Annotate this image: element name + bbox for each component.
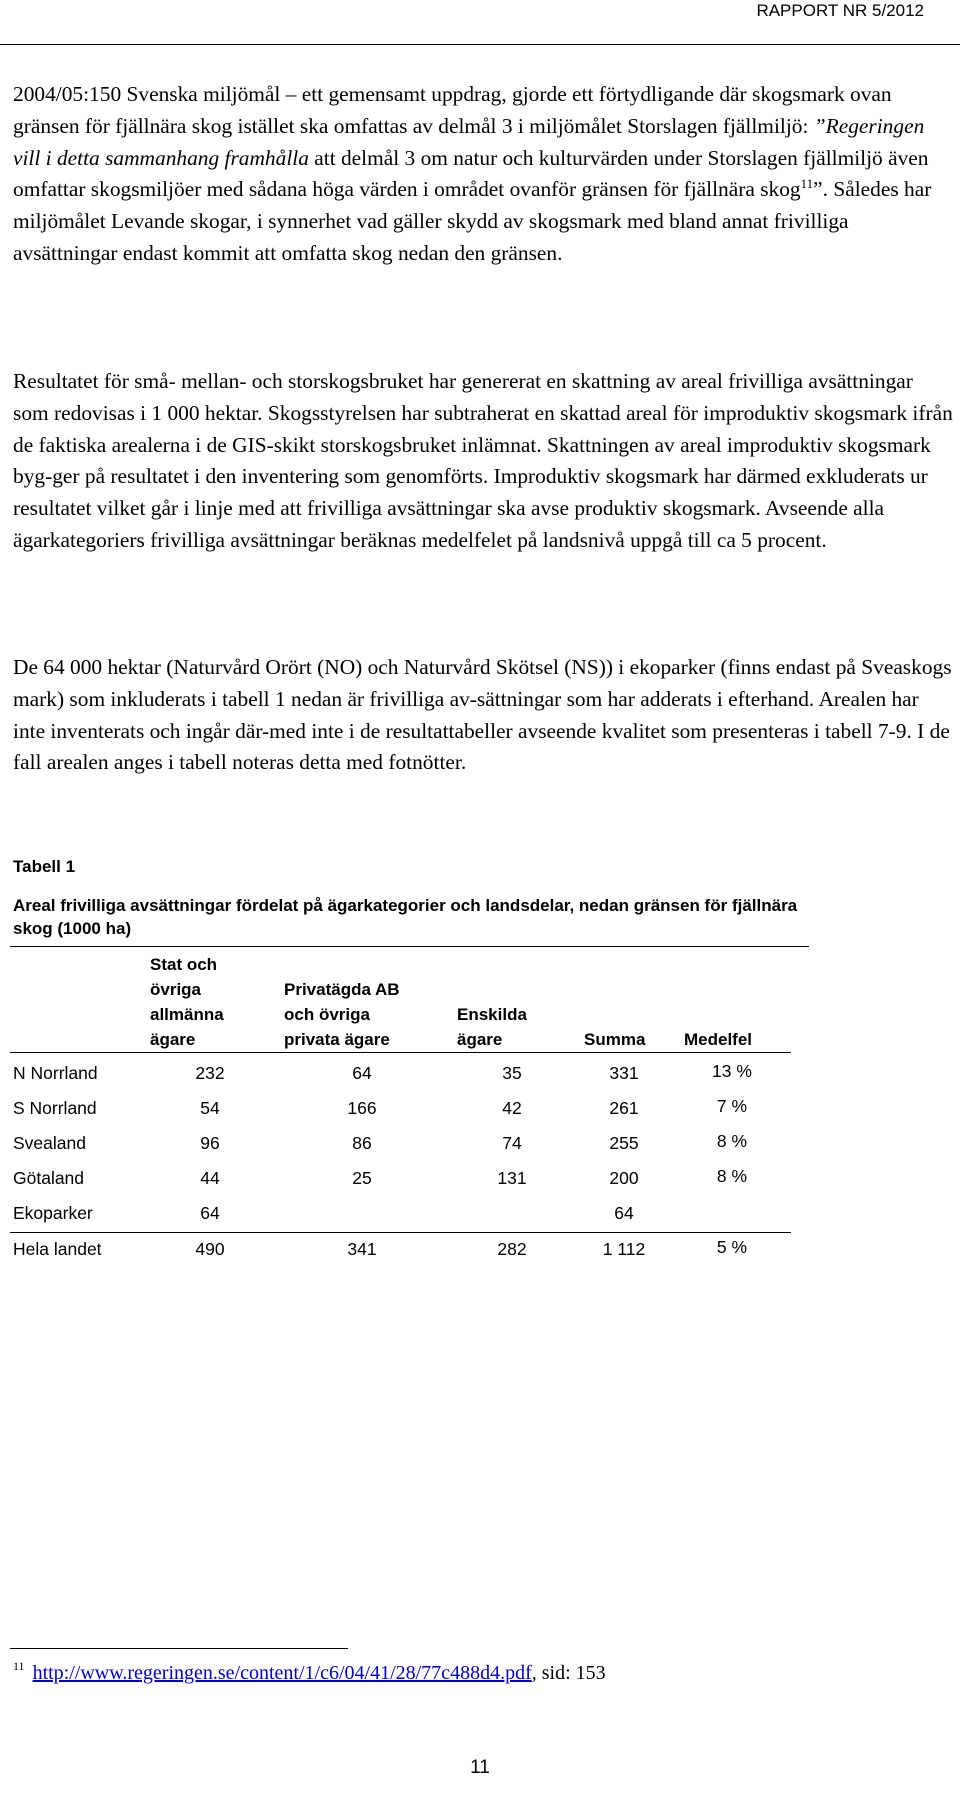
cell-summa: 200 bbox=[609, 1168, 639, 1188]
report-title: RAPPORT NR 5/2012 bbox=[756, 1, 924, 20]
row-label: Hela landet bbox=[13, 1239, 102, 1259]
page-header bbox=[0, 0, 960, 45]
cell-enskilda: 74 bbox=[502, 1133, 522, 1153]
footnote-link[interactable]: http://www.regeringen.se/content/1/c6/04/41/28/77c488d4.pdf bbox=[32, 1662, 532, 1684]
cell-stat: 64 bbox=[200, 1203, 220, 1223]
footnote-rule bbox=[10, 1648, 348, 1649]
cell-medelfel: 13 % bbox=[712, 1061, 752, 1081]
cell-stat: 490 bbox=[195, 1239, 225, 1259]
cell-privat: 166 bbox=[347, 1098, 377, 1118]
cell-privat: 25 bbox=[352, 1168, 372, 1188]
paragraph-3: De 64 000 hektar (Naturvård Orört (NO) och Naturvård Skötsel (NS)) i ekoparker (finns endast på Sveaskogs mark) som inkluderats i tabell 1 nedan är frivilliga av-sättningar som har adderats i efterhand. Arealen har inte inventerats och ingår där-med inte i de resultattabeller avseende kvalitet som presenteras i tabell 7-9. I de fall arealen anges i tabell noteras detta med fotnötter. bbox=[13, 655, 952, 775]
cell-enskilda: 131 bbox=[497, 1168, 527, 1188]
col-header-medelfel: Medelfel bbox=[684, 1030, 753, 1049]
footnote-number: 11 bbox=[13, 1659, 25, 1673]
row-label: S Norrland bbox=[13, 1098, 97, 1118]
cell-enskilda: 42 bbox=[502, 1098, 522, 1118]
footnote-suffix: , sid: 153 bbox=[531, 1662, 606, 1684]
cell-privat: 86 bbox=[352, 1133, 372, 1153]
cell-privat: 341 bbox=[347, 1239, 377, 1259]
cell-medelfel: 8 % bbox=[716, 1131, 748, 1151]
cell-medelfel: 8 % bbox=[716, 1166, 748, 1186]
p1-quote: ”Regeringen vill i detta sammanhang framhålla bbox=[13, 113, 925, 170]
paragraph-2: Resultatet för små- mellan- och storskogsbruket har genererat en skattning av areal frivilliga avsättningar som redovisas i 1 000 hektar. Skogsstyrelsen har subtraherat en skattad areal för improduktiv skogsmark ifrån de faktiska arealerna i de GIS-skikt storskogsbruket inlämnat. Skattningen av areal improduktiv skogsmark byg-ger på resultatet i den inventering som genomförts. Improduktiv skogsmark har därmed exkluderats ur resultatet vilket går i linje med att frivilliga avsättningar ska avse produktiv skogsmark. Avseende alla ägarkategoriers frivilliga avsättningar beräknas medelfelet på landsnivå uppgå till ca 5 procent. bbox=[13, 369, 953, 552]
footnote bbox=[13, 1659, 606, 1685]
col-header-summa: Summa bbox=[584, 1030, 646, 1049]
row-label: N Norrland bbox=[13, 1063, 98, 1083]
cell-stat: 54 bbox=[200, 1098, 220, 1118]
col-header-enskilda: Enskilda ägare bbox=[457, 1005, 527, 1049]
page-number: 11 bbox=[470, 1757, 490, 1778]
cell-stat: 44 bbox=[200, 1168, 220, 1188]
table-total-rule bbox=[10, 1232, 791, 1233]
col-header-privat: Privatägda AB och övriga privata ägare bbox=[284, 980, 400, 1049]
paragraph-1 bbox=[13, 79, 953, 270]
cell-summa: 64 bbox=[614, 1203, 634, 1223]
p1-text-c: ”. Således har miljömålet Levande skogar, i synnerhet vad gäller skydd av skogsmark med bland annat frivilliga avsättningar endast kommit att omfatta skog nedan den gränsen. bbox=[13, 177, 932, 265]
cell-summa: 331 bbox=[609, 1063, 639, 1083]
cell-enskilda: 35 bbox=[502, 1063, 522, 1083]
cell-privat: 64 bbox=[352, 1063, 372, 1083]
row-label: Svealand bbox=[13, 1133, 86, 1153]
table-caption: Areal frivilliga avsättningar fördelat på ägarkategorier och landsdelar, nedan gränsen för fjällnära skog (1000 ha) bbox=[13, 896, 798, 938]
cell-summa: 255 bbox=[609, 1133, 639, 1153]
cell-stat: 96 bbox=[200, 1133, 220, 1153]
col-header-stat: Stat och övriga allmänna ägare bbox=[150, 955, 224, 1049]
table-top-rule bbox=[10, 946, 809, 947]
row-label: Ekoparker bbox=[13, 1203, 93, 1223]
cell-medelfel: 7 % bbox=[716, 1096, 748, 1116]
cell-summa: 1 112 bbox=[602, 1239, 646, 1259]
cell-stat: 232 bbox=[195, 1063, 225, 1083]
p1-text-b: att delmål 3 om natur och kulturvärden under Storslagen fjällmiljö även omfattar skogsmiljöer med sådana höga värden i området ovanför gränsen för fjällnära skog bbox=[13, 145, 929, 202]
cell-summa: 261 bbox=[609, 1098, 639, 1118]
row-label: Götaland bbox=[13, 1168, 85, 1188]
cell-enskilda: 282 bbox=[497, 1239, 527, 1259]
table-label: Tabell 1 bbox=[13, 857, 76, 876]
p1-text-a: 2004/05:150 Svenska miljömål – ett gemensamt uppdrag, gjorde ett förtydligande där skogsmark ovan gränsen för fjällnära skog istället ska omfattas av delmål 3 i miljömålet Storslagen fjällmiljö: bbox=[13, 82, 892, 138]
footnote-ref[interactable]: 11 bbox=[800, 176, 814, 192]
table-header-rule bbox=[10, 1052, 791, 1053]
cell-medelfel: 5 % bbox=[716, 1237, 748, 1257]
